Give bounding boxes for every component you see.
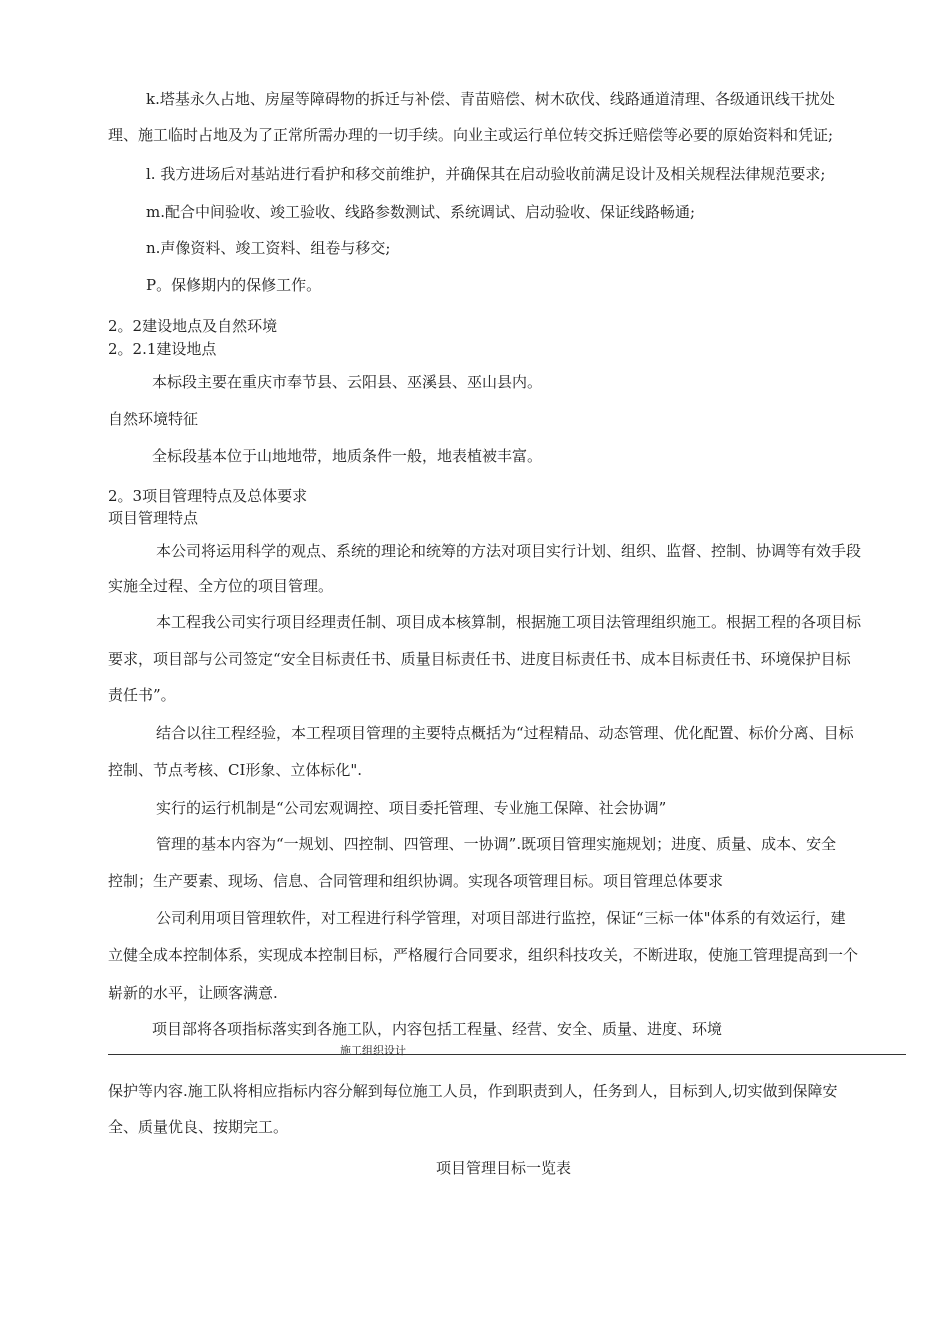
item-n: n.声像资料、竣工资料、组卷与移交; — [146, 239, 391, 257]
location-paragraph: 本标段主要在重庆市奉节县、云阳县、巫溪县、巫山县内。 — [152, 373, 543, 391]
paragraph-4: 实行的运行机制是“公司宏观调控、项目委托管理、专业施工保障、社会协调” — [156, 799, 667, 817]
paragraph-2-line-2: 要求，项目部与公司签定“安全目标责任书、质量目标责任书、进度目标责任书、成本目标责任书、环境保护目标 — [108, 650, 851, 668]
paragraph-5-line-2: 控制；生产要素、现场、信息、合同管理和组织协调。实现各项管理目标。项目管理总体要求 — [108, 872, 724, 890]
paragraph-3-line-2: 控制、节点考核、CI形象、立体标化". — [108, 761, 363, 779]
item-k-line-1: k.塔基永久占地、房屋等障碍物的拆迁与补偿、青苗赔偿、树木砍伐、线路通道清理、各级通讯线干扰处 — [146, 90, 835, 108]
paragraph-2-line-1: 本工程我公司实行项目经理责任制、项目成本核算制，根据施工项目法管理组织施工。根据工程的各项目标 — [156, 613, 862, 631]
footer-label: 施工组织设计 — [340, 1044, 406, 1057]
paragraph-6-line-2: 立健全成本控制体系，实现成本控制目标，严格履行合同要求，组织科技攻关，不断进取，使施工管理提高到一个 — [108, 946, 859, 964]
paragraph-1-line-1: 本公司将运用科学的观点、系统的理论和统筹的方法对项目实行计划、组织、监督、控制、协调等有效手段 — [156, 542, 862, 560]
management-features-heading: 项目管理特点 — [108, 509, 199, 527]
paragraph-6-line-1: 公司利用项目管理软件，对工程进行科学管理，对项目部进行监控，保证“三标一体"体系的有效运行，建 — [156, 909, 846, 927]
paragraph-7-line-1: 项目部将各项指标落实到各施工队，内容包括工程量、经营、安全、质量、进度、环境 — [152, 1020, 723, 1038]
environment-paragraph: 全标段基本位于山地地带，地质条件一般，地表植被丰富。 — [152, 447, 543, 465]
item-k-line-2: 理、施工临时占地及为了正常所需办理的一切手续。向业主或运行单位转交拆迁赔偿等必要的原始资料和凭证; — [108, 126, 834, 144]
paragraph-5-line-1: 管理的基本内容为“一规划、四控制、四管理、一协调”.既项目管理实施规划；进度、质量、成本、安全 — [156, 835, 837, 853]
item-m: m.配合中间验收、竣工验收、线路参数测试、系统调试、启动验收、保证线路畅通; — [146, 203, 696, 221]
paragraph-1-line-2: 实施全过程、全方位的项目管理。 — [108, 577, 334, 595]
section-2-3-heading: 2。3项目管理特点及总体要求 — [108, 487, 308, 505]
paragraph-2-line-3: 责任书”。 — [108, 686, 176, 704]
footer-rule — [108, 1054, 906, 1055]
paragraph-7-line-3: 全、质量优良、按期完工。 — [108, 1118, 289, 1136]
section-2-2-1-heading: 2。2.1建设地点 — [108, 340, 217, 358]
paragraph-3-line-1: 结合以往工程经验，本工程项目管理的主要特点概括为“过程精品、动态管理、优化配置、标价分离、目标 — [156, 724, 854, 742]
environment-heading: 自然环境特征 — [108, 410, 199, 428]
table-title: 项目管理目标一览表 — [436, 1159, 572, 1177]
item-p: P。保修期内的保修工作。 — [146, 276, 322, 294]
paragraph-7-line-2: 保护等内容.施工队将相应指标内容分解到每位施工人员，作到职责到人，任务到人，目标到人,切实做到保障安 — [108, 1082, 838, 1100]
section-2-2-heading: 2。2建设地点及自然环境 — [108, 317, 278, 335]
item-l: l. 我方进场后对基站进行看护和移交前维护，并确保其在启动验收前满足设计及相关规程法律规范要求; — [146, 165, 826, 183]
paragraph-6-line-3: 崭新的水平，让顾客满意. — [108, 984, 278, 1002]
